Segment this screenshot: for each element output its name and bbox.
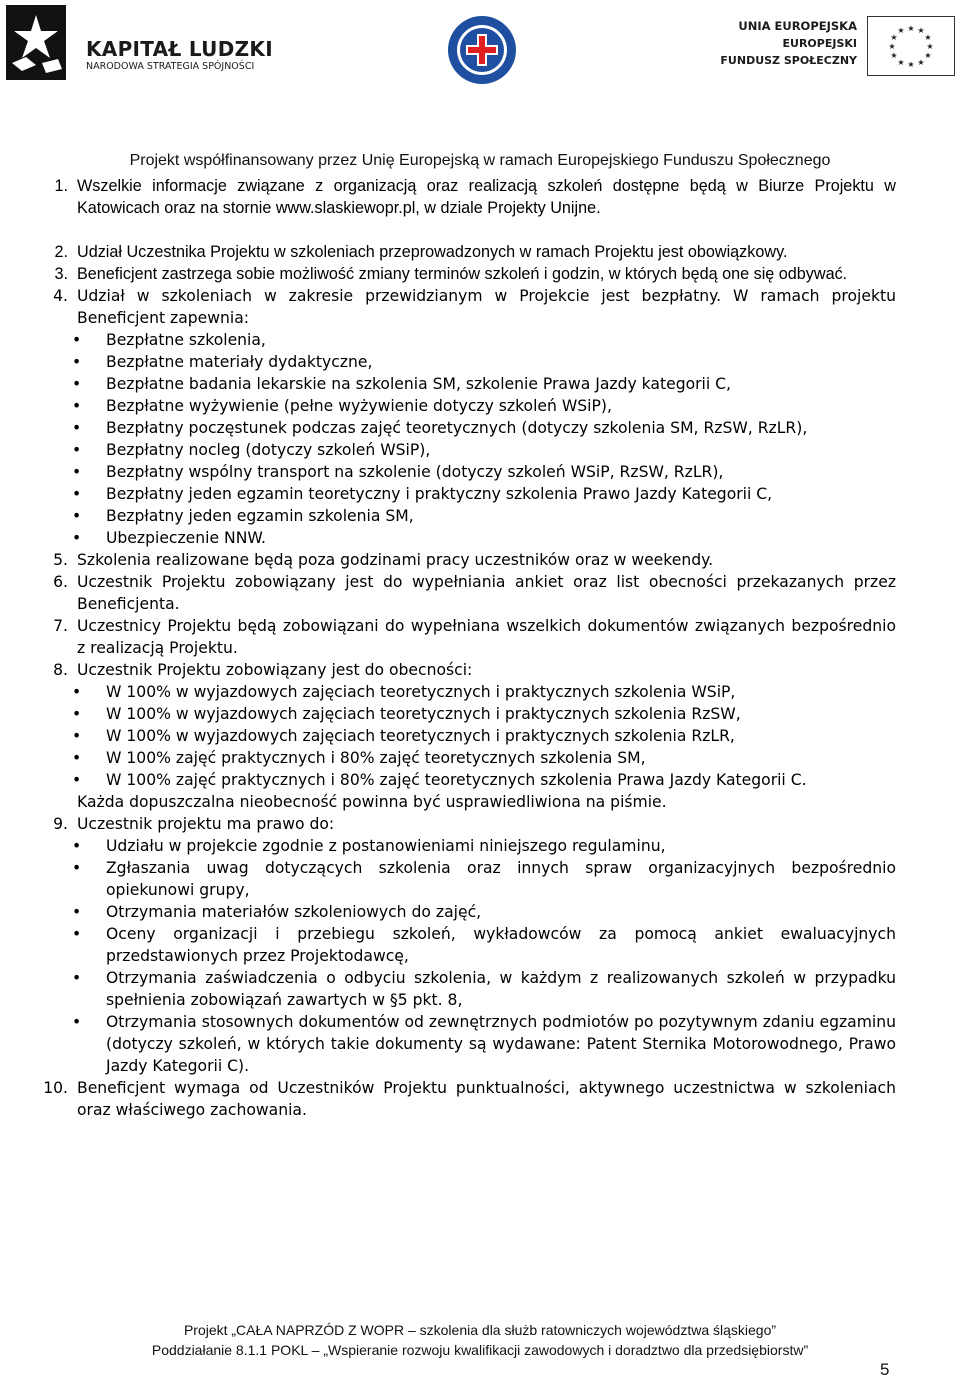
kapital-ludzki-logo — [6, 5, 276, 80]
bullet-item: • Oceny organizacji i przebiegu szkoleń, wykładowców za pomocą ankiet ewaluacyjnych przedstawionych przez Projektodawcę, — [72, 925, 896, 965]
svg-text:★: ★ — [890, 33, 898, 42]
svg-text:★: ★ — [888, 42, 896, 51]
list-item — [40, 659, 896, 681]
item-number: 1. — [54, 177, 68, 195]
svg-text:★: ★ — [890, 51, 898, 60]
page-number: 5 — [880, 1360, 890, 1379]
bullet-item: • Bezpłatny jeden egzamin szkolenia SM, — [72, 507, 414, 525]
eu-flag-icon — [867, 16, 955, 76]
item-number: 8. — [53, 661, 68, 679]
list-item — [40, 263, 896, 285]
item-text: Beneficjent wymaga od Uczestników Projektu punktualności, aktywnego uczestnictwa w szkoleniach oraz właściwego zachowania. — [77, 1079, 896, 1119]
footer-project-line: Projekt „CAŁA NAPRZÓD Z WOPR – szkolenia dla służb ratowniczych województwa śląskiego” — [183, 1322, 777, 1338]
bullet-list — [40, 681, 896, 791]
eu-line-3: FUNDUSZ SPOŁECZNY — [720, 54, 857, 67]
list-item — [40, 175, 896, 219]
bullet-item: • W 100% w wyjazdowych zajęciach teoretycznych i praktycznych szkolenia RzSW, — [72, 705, 741, 723]
list-item — [40, 285, 896, 329]
item-number: 2. — [54, 243, 68, 261]
svg-text:★: ★ — [917, 58, 925, 67]
item-note — [40, 791, 896, 813]
kapital-ludzki-subtitle: NARODOWA STRATEGIA SPÓJNOŚCI — [86, 61, 255, 72]
list-item — [40, 813, 896, 835]
svg-text:★: ★ — [924, 51, 932, 60]
list-item — [40, 615, 896, 659]
item-text: Udział w szkoleniach w zakresie przewidzianym w Projekcie jest bezpłatny. W ramach projektu Beneficjent zapewnia: — [77, 287, 896, 327]
item-number: 3. — [54, 265, 68, 283]
svg-text:★: ★ — [924, 33, 932, 42]
bullet-item: • Bezpłatne materiały dydaktyczne, — [72, 353, 373, 371]
eu-efs-logo — [720, 14, 955, 74]
bullet-item: • Bezpłatny poczęstunek podczas zajęć teoretycznych (dotyczy szkolenia SM, RzSW, RzLR), — [72, 419, 808, 437]
footer-subaction-line: Poddziałanie 8.1.1 POKL – „Wspieranie rozwoju kwalifikacji zawodowych i doradztwo dla przedsiębiorstw” — [151, 1342, 809, 1358]
svg-text:★: ★ — [917, 26, 925, 35]
wopr-emblem-icon — [446, 14, 518, 86]
eu-line-2: EUROPEJSKI — [782, 37, 857, 50]
item-text: Uczestnik projektu ma prawo do: — [77, 815, 335, 833]
item-text: Udział Uczestnika Projektu w szkoleniach przeprowadzonych w ramach Projektu jest obowiązkowy. — [77, 243, 788, 261]
item-text: Uczestnicy Projektu będą zobowiązani do wypełniana wszelkich dokumentów związanych bezpośrednio z realizacją Projektu. — [77, 617, 896, 657]
wopr-logo — [446, 14, 518, 86]
bullet-item: • Bezpłatny jeden egzamin teoretyczny i praktyczny szkolenia Prawo Jazdy Kategorii C, — [72, 485, 773, 503]
bullet-item: • W 100% w wyjazdowych zajęciach teoretycznych i praktycznych szkolenia WSiP, — [72, 683, 736, 701]
kapital-ludzki-emblem-icon — [6, 5, 78, 80]
list-item — [40, 1077, 896, 1121]
item-number: 5. — [53, 551, 68, 569]
item-number: 4. — [53, 287, 68, 305]
item-note-text: Każda dopuszczalna nieobecność powinna być usprawiedliwiona na piśmie. — [77, 793, 667, 811]
bullet-list — [40, 329, 896, 549]
bullet-item: • Zgłaszania uwag dotyczących szkolenia oraz innych spraw organizacyjnych bezpośrednio opiekunowi grupy, — [72, 859, 896, 899]
list-item — [40, 241, 896, 263]
item-text: Wszelkie informacje związane z organizacją oraz realizacją szkoleń dostępne będą w Biurze Projektu w Katowicach oraz na stornie www.slaskiewopr.pl, w dziale Projekty Unijne. — [77, 177, 896, 217]
bullet-item: • Bezpłatny wspólny transport na szkolenie (dotyczy szkoleń WSiP, RzSW, RzLR), — [72, 463, 724, 481]
bullet-item: • W 100% zajęć praktycznych i 80% zajęć teoretycznych szkolenia SM, — [72, 749, 646, 767]
list-item — [40, 571, 896, 615]
bullet-item: • Otrzymania zaświadczenia o odbyciu szkolenia, w każdym z realizowanych szkoleń w przypadku spełnienia zobowiązań zawartych w §5 pkt. 8, — [72, 969, 896, 1009]
bullet-item: • Udziału w projekcie zgodnie z postanowieniami niniejszego regulaminu, — [72, 837, 666, 855]
bullet-list — [40, 835, 896, 1077]
bullet-item: • Bezpłatne wyżywienie (pełne wyżywienie dotyczy szkoleń WSiP), — [72, 397, 612, 415]
list-item — [40, 549, 896, 571]
svg-text:★: ★ — [926, 42, 934, 51]
eu-text — [720, 18, 857, 69]
page-footer — [0, 1320, 960, 1360]
cofinance-header: Projekt współfinansowany przez Unię Europejską w ramach Europejskiego Funduszu Społecznego — [129, 152, 831, 169]
bullet-item: • Bezpłatny nocleg (dotyczy szkoleń WSiP), — [72, 441, 431, 459]
bullet-item: • Otrzymania materiałów szkoleniowych do zajęć, — [72, 903, 482, 921]
item-number: 6. — [53, 573, 68, 591]
item-text: Beneficjent zastrzega sobie możliwość zmiany terminów szkoleń i godzin, w których będą one się odbywać. — [77, 265, 848, 283]
item-text: Uczestnik Projektu zobowiązany jest do wypełniania ankiet oraz list obecności przekazanych przez Beneficjenta. — [77, 573, 896, 613]
svg-text:★: ★ — [907, 60, 915, 69]
eu-line-1: UNIA EUROPEJSKA — [738, 19, 857, 33]
regulations-list — [40, 175, 896, 1121]
item-text: Szkolenia realizowane będą poza godzinami pracy uczestników oraz w weekendy. — [77, 551, 714, 569]
svg-text:★: ★ — [897, 26, 905, 35]
bullet-item: • Bezpłatne szkolenia, — [72, 331, 266, 349]
kapital-ludzki-title: KAPITAŁ LUDZKI — [86, 37, 273, 61]
item-number: 7. — [53, 617, 68, 635]
svg-text:★: ★ — [897, 58, 905, 67]
bullet-item: • Ubezpieczenie NNW. — [72, 529, 266, 547]
bullet-item: • Bezpłatne badania lekarskie na szkolenia SM, szkolenie Prawa Jazdy kategorii C, — [72, 375, 732, 393]
item-number: 9. — [53, 815, 68, 833]
item-text: Uczestnik Projektu zobowiązany jest do obecności: — [77, 661, 473, 679]
bullet-item: • Otrzymania stosownych dokumentów od zewnętrznych podmiotów po pozytywnym zdaniu egzaminu (dotyczy szkoleń, w których takie dokumenty są wydawane: Patent Sternika Motorowodnego, Prawo Jazdy Kategorii C). — [72, 1013, 896, 1075]
item-number: 10. — [43, 1079, 68, 1097]
svg-text:★: ★ — [907, 24, 915, 33]
bullet-item: • W 100% w wyjazdowych zajęciach teoretycznych i praktycznych szkolenia RzLR, — [72, 727, 735, 745]
bullet-item: • W 100% zajęć praktycznych i 80% zajęć teoretycznych szkolenia Prawa Jazdy Kategorii C. — [72, 771, 807, 789]
